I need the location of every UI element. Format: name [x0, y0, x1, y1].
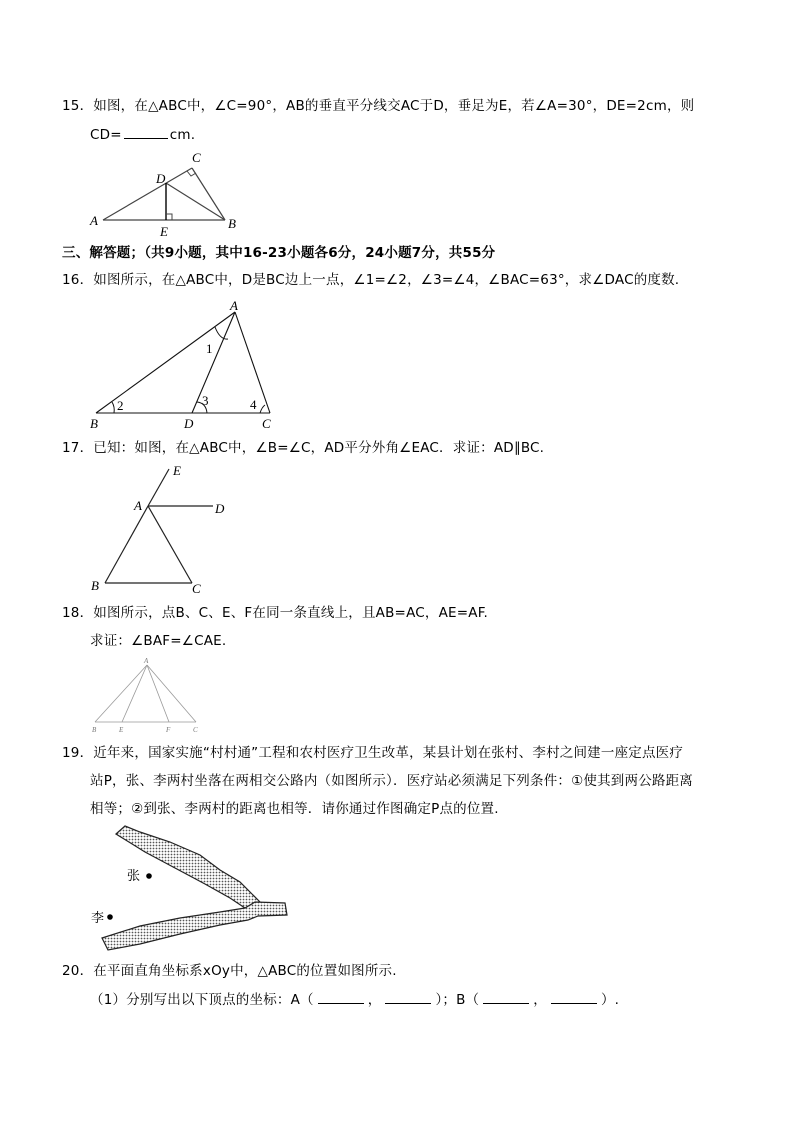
q20-b-open: ）；B（: [435, 992, 480, 1008]
q15-label-b: B: [228, 216, 236, 231]
q16-label-a: A: [230, 298, 238, 313]
q16-text: 如图所示，在△ABC中，D是BC边上一点，∠1=∠2，∠3=∠4，∠BAC=63°，求∠DAC的度数.: [93, 272, 680, 288]
q16-figure: [80, 295, 300, 435]
q15-cd-label: CD=: [90, 127, 122, 143]
q15-line1: [62, 98, 694, 114]
q17-number: 17．: [62, 440, 94, 456]
q15-unit: cm.: [169, 127, 196, 143]
q16-label-b: B: [90, 416, 98, 431]
road-lower: [102, 902, 287, 950]
q16-number: 16．: [62, 272, 94, 288]
q16-angle-3: 3: [202, 393, 209, 408]
village-zhang-label: 张: [127, 869, 141, 884]
q17-text: 已知：如图，在△ABC中，∠B=∠C，AD平分外角∠EAC．求证：AD∥BC.: [93, 440, 545, 456]
q19-line3: 相等；②到张、李两村的距离也相等．请你通过作图确定P点的位置.: [90, 801, 499, 817]
q20-by-blank[interactable]: [551, 991, 597, 1004]
q15-answer-blank[interactable]: [124, 126, 168, 139]
q19-line1: [62, 745, 683, 761]
q18-label-e: E: [119, 726, 124, 734]
q20-sub1: [90, 991, 619, 1008]
q20-comma-b: ，: [533, 992, 547, 1008]
village-li-dot: [107, 914, 113, 920]
q17-line: [62, 440, 544, 456]
q16-angle-2: 2: [117, 398, 124, 413]
q15-label-a: A: [90, 213, 98, 228]
q18-number: 18．: [62, 605, 94, 621]
village-zhang-dot: [146, 873, 152, 879]
q19-text1: 近年来，国家实施“村村通”工程和农村医疗卫生改革，某县计划在张村、李村之间建一座定点医疗: [93, 745, 684, 761]
q20-sub1-text: （1）分别写出以下顶点的坐标：: [90, 992, 291, 1008]
q17-figure: [80, 460, 240, 600]
q16-line: [62, 272, 679, 288]
q15-label-c: C: [192, 150, 201, 165]
q20-number: 20．: [62, 963, 94, 979]
q20-a-open: A（: [290, 992, 314, 1008]
q18-line1: [62, 605, 488, 621]
road-upper: [116, 826, 260, 910]
q19-number: 19．: [62, 745, 94, 761]
q17-label-c: C: [192, 581, 201, 596]
q16-angle-1: 1: [206, 341, 213, 356]
q18-label-a: A: [144, 657, 149, 665]
q18-line2: 求证：∠BAF=∠CAE.: [90, 633, 227, 649]
q17-label-a: A: [134, 498, 142, 513]
section3-header: 三、解答题；（共9小题，其中16-23小题各6分，24小题7分，共55分: [62, 245, 496, 261]
q18-label-c: C: [193, 726, 198, 734]
q20-ay-blank[interactable]: [385, 991, 431, 1004]
q15-text: 如图，在△ABC中，∠C=90°，AB的垂直平分线交AC于D，垂足为E，若∠A=30°，DE=2cm，则: [93, 98, 695, 114]
q15-number: 15．: [62, 98, 94, 114]
q20-line1: [62, 963, 397, 979]
q16-label-d: D: [184, 416, 194, 431]
village-li-label: 李: [91, 911, 105, 926]
q17-label-d: D: [215, 501, 225, 516]
q20-ax-blank[interactable]: [318, 991, 364, 1004]
q20-text: 在平面直角坐标系xOy中，△ABC的位置如图所示.: [93, 963, 397, 979]
q18-figure: [80, 650, 220, 740]
q15-figure: [80, 140, 280, 240]
q20-bx-blank[interactable]: [483, 991, 529, 1004]
q20-close: ）.: [600, 992, 620, 1008]
q18-text: 如图所示，点B、C、E、F在同一条直线上，且AB=AC，AE=AF.: [93, 605, 488, 621]
q16-angle-4: 4: [250, 397, 257, 412]
q18-label-f: F: [166, 726, 171, 734]
q18-label-b: B: [92, 726, 97, 734]
q19-figure: [80, 820, 300, 955]
q17-label-b: B: [91, 578, 99, 593]
q17-label-e: E: [173, 463, 181, 478]
q19-line2: 站P，张、李两村坐落在两相交公路内（如图所示）．医疗站必须满足下列条件：①使其到两公路距离: [90, 773, 693, 789]
q16-label-c: C: [262, 416, 271, 431]
q15-label-d: D: [156, 171, 166, 186]
q15-label-e: E: [160, 224, 168, 239]
q20-comma-a: ，: [367, 992, 382, 1008]
